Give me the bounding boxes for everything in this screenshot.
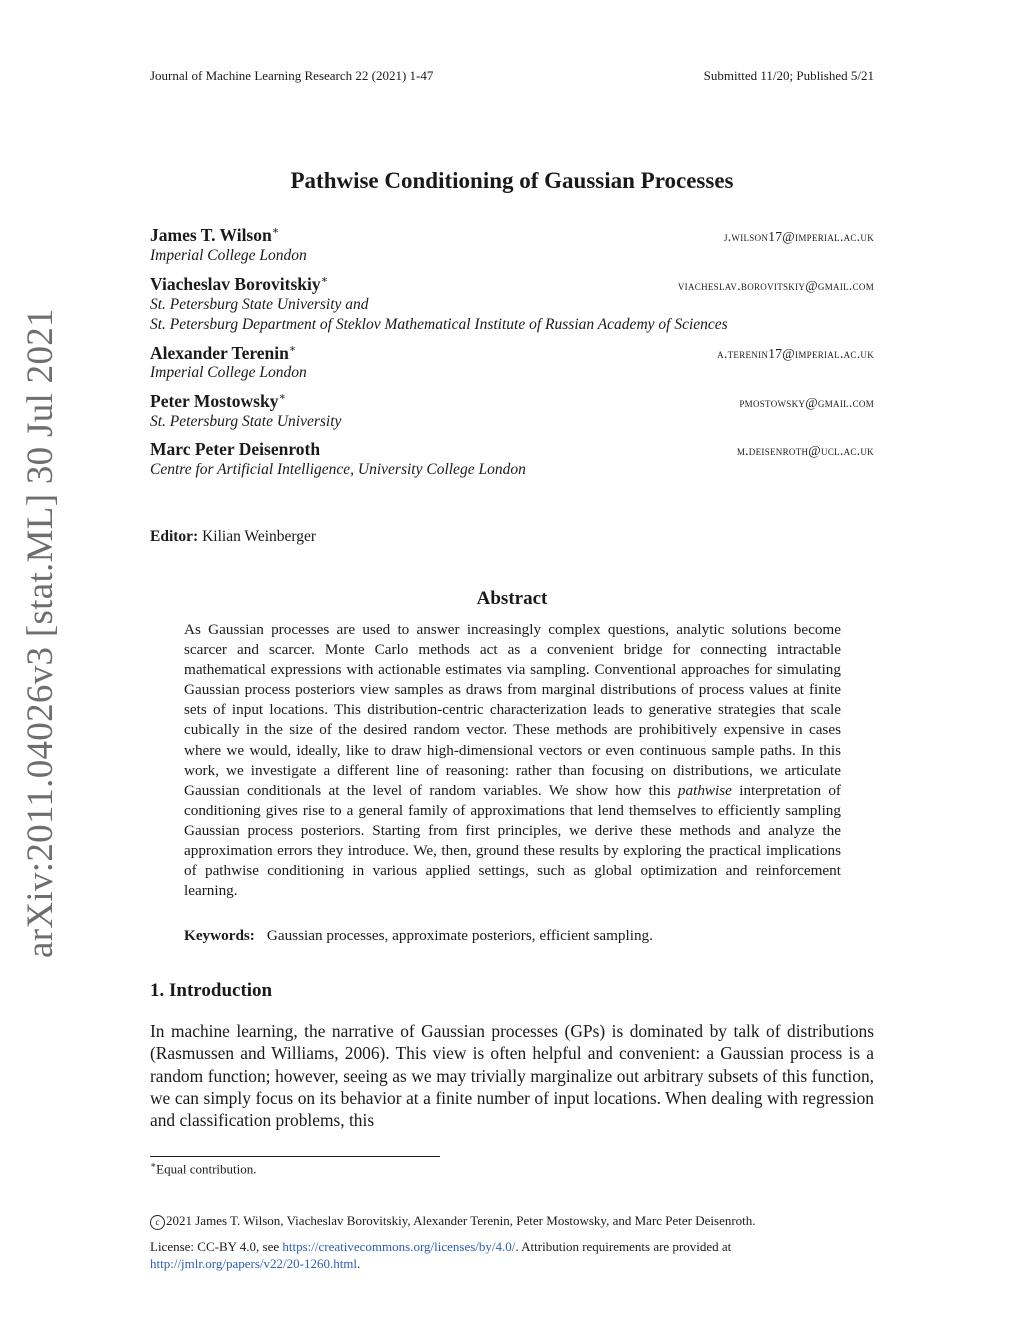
author-block [150,390,874,432]
keywords-text: Gaussian processes, approximate posteriors, efficient sampling. [266,927,653,944]
section-heading: 1. Introduction [150,980,273,1001]
author-block [150,273,874,335]
abstract-heading: Abstract [476,588,548,609]
author-affiliation: Imperial College London [150,246,307,264]
license-link[interactable]: https://creativecommons.org/licenses/by/4.0/ [282,1239,516,1254]
author-email[interactable]: j.wilson17@imperial.ac.uk [723,228,874,244]
author-list [150,224,874,487]
author-email[interactable]: viacheslav.borovitskiy@gmail.com [677,277,874,293]
author-name: James T. Wilson∗ [150,224,280,245]
license-line: License: CC-BY 4.0, see https://creativecommons.org/licenses/by/4.0/. Attribution requirements are provided at http://jmlr.org/papers/v22/20-1260.html. [150,1239,732,1271]
author-affiliation: Imperial College London [150,364,307,382]
keywords-label: Keywords: [184,927,255,944]
editor-name: Kilian Weinberger [202,528,317,545]
author-email[interactable]: pmostowsky@gmail.com [739,395,874,411]
submission-dates: Submitted 11/20; Published 5/21 [703,68,874,83]
author-name: Viacheslav Borovitskiy∗ [150,273,329,294]
author-affiliation: Centre for Artificial Intelligence, University College London [150,461,526,479]
arxiv-stamp-text: arXiv:2011.04026v3 [stat.ML] 30 Jul 2021 [20,308,61,958]
author-name: Alexander Terenin∗ [150,342,297,363]
author-affiliation: St. Petersburg Department of Steklov Mathematical Institute of Russian Academy of Sciences [150,315,728,333]
paper-link[interactable]: http://jmlr.org/papers/v22/20-1260.html [150,1256,358,1271]
author-block [150,439,874,480]
keywords-line [184,927,841,945]
editor-label: Editor: [150,528,199,545]
author-name: Marc Peter Deisenroth [150,439,321,460]
abstract-text: As Gaussian processes are used to answer increasingly complex questions, analytic solutions become scarcer and scarcer. Monte Carlo methods act as a convenient bridge for connecting intractable mathematical expressions with actionable estimates via sampling. Conventional approaches for simulating Gaussian process posteriors view samples as draws from marginal distributions of process values at finite sets of input locations. This distribution-centric characterization leads to generative strategies that scale cubically in the size of the desired random vector. These methods are prohibitively expensive in cases where we would, ideally, like to draw high-dimensional vectors or even continuous sample paths. In this work, we investigate a different line of reasoning: rather than focusing on distributions, we articulate Gaussian conditionals at the level of random variables. We show how this pathwise interpretation of conditioning gives rise to a general family of approximations that lend themselves to efficiently sampling Gaussian process posteriors. Starting from first principles, we derive these methods and analyze the approximation errors they introduce. We, then, ground these results by exploring the practical implications of pathwise conditioning in various applied settings, such as global optimization and reinforcement learning. [184,621,841,900]
copyright-icon: c [150,1215,165,1230]
journal-header: Journal of Machine Learning Research 22 (2021) 1-47 [150,68,434,83]
author-block [150,224,874,266]
editor-line [150,528,316,546]
footnote-rule [150,1156,440,1157]
emphasis-pathwise: pathwise [677,781,732,799]
paper-title: Pathwise Conditioning of Gaussian Processes [290,168,734,193]
copyright-line [150,1213,756,1230]
author-email[interactable]: m.deisenroth@ucl.ac.uk [736,443,874,459]
author-block [150,342,874,384]
author-affiliation: St. Petersburg State University [150,413,342,431]
author-affiliation: St. Petersburg State University and [150,295,369,313]
author-email[interactable]: a.terenin17@imperial.ac.uk [717,346,874,362]
intro-paragraph: In machine learning, the narrative of Gaussian processes (GPs) is dominated by talk of distributions (Rasmussen and Williams, 2006). This view is often helpful and convenient: a Gaussian process is a random function; however, seeing as we may trivially marginalize out arbitrary subsets of this function, we can simply focus on its behavior at a finite number of input locations. When dealing with regression and classification problems, this [150,1021,874,1131]
copyright-text: 2021 James T. Wilson, Viacheslav Borovitskiy, Alexander Terenin, Peter Mostowsky, and Marc Peter Deisenroth. [166,1213,756,1228]
author-name: Peter Mostowsky∗ [150,391,286,412]
footnote: ∗Equal contribution. [150,1160,257,1177]
